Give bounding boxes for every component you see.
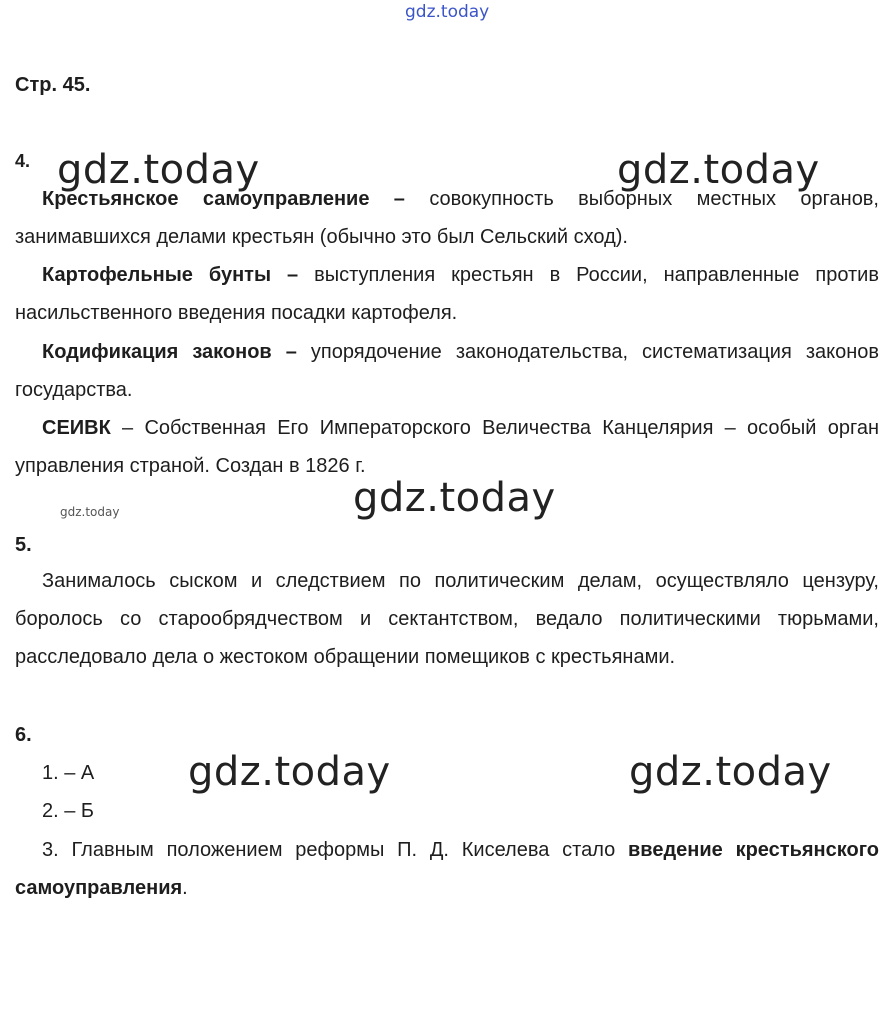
watermark-big-3: gdz.today	[353, 475, 556, 521]
watermark-big-2: gdz.today	[617, 147, 820, 193]
answer-3-prefix: 3. Главным положением реформы П. Д. Киселева стало	[42, 839, 629, 861]
answer-2: 2. – Б	[42, 800, 95, 822]
answer-3-bold: введение крестьянского самоуправления	[15, 839, 879, 899]
task-5-text: Занималось сыском и следствием по политическим делам, осуществляло цензуру, боролось со старообрядчеством и сектантством, ведало политическими тюрьмами, расследовало дела о жестоком обращении помещиков с крестьянами.	[15, 570, 879, 668]
definition-1-dash: –	[369, 188, 430, 210]
definition-1-term: Крестьянское самоуправление	[42, 188, 370, 210]
definition-2-term: Картофельные бунты	[42, 264, 272, 286]
definition-4-text: Собственная Его Императорского Величества Канцелярия – особый орган управления страной. Создан в 1826 г.	[15, 417, 879, 477]
watermark-big-4: gdz.today	[188, 749, 391, 795]
answer-3-suffix: .	[182, 877, 188, 899]
definition-2	[15, 256, 879, 332]
page-label: Стр. 45.	[15, 74, 91, 96]
task-4-number: 4.	[15, 151, 31, 171]
watermark-top: gdz.today	[405, 2, 490, 22]
answer-1: 1. – А	[42, 762, 95, 784]
definition-3-text: упорядочение законодательства, систематизация законов государства.	[15, 341, 879, 401]
definition-4-dash: –	[110, 417, 145, 439]
definition-2-text: выступления крестьян в России, направленные против насильственного введения посадки картофеля.	[15, 264, 879, 324]
definition-3-dash: –	[271, 341, 311, 363]
answer-3	[15, 831, 879, 907]
task-6-number: 6.	[15, 724, 32, 746]
definition-3	[15, 333, 879, 409]
definition-4-term: СЕИВК	[42, 417, 111, 439]
definition-2-dash: –	[271, 264, 315, 286]
definition-1-text: совокупность выборных местных органов, занимавшихся делами крестьян (обычно это был Сельский сход).	[15, 188, 879, 248]
watermark-big-1: gdz.today	[57, 147, 260, 193]
watermark-big-5: gdz.today	[629, 749, 832, 795]
watermark-small-1: gdz.today	[60, 505, 120, 519]
definition-3-term: Кодификация законов	[42, 341, 272, 363]
definition-4	[15, 409, 879, 485]
task-5-number: 5.	[15, 534, 32, 556]
definition-1	[15, 180, 879, 256]
